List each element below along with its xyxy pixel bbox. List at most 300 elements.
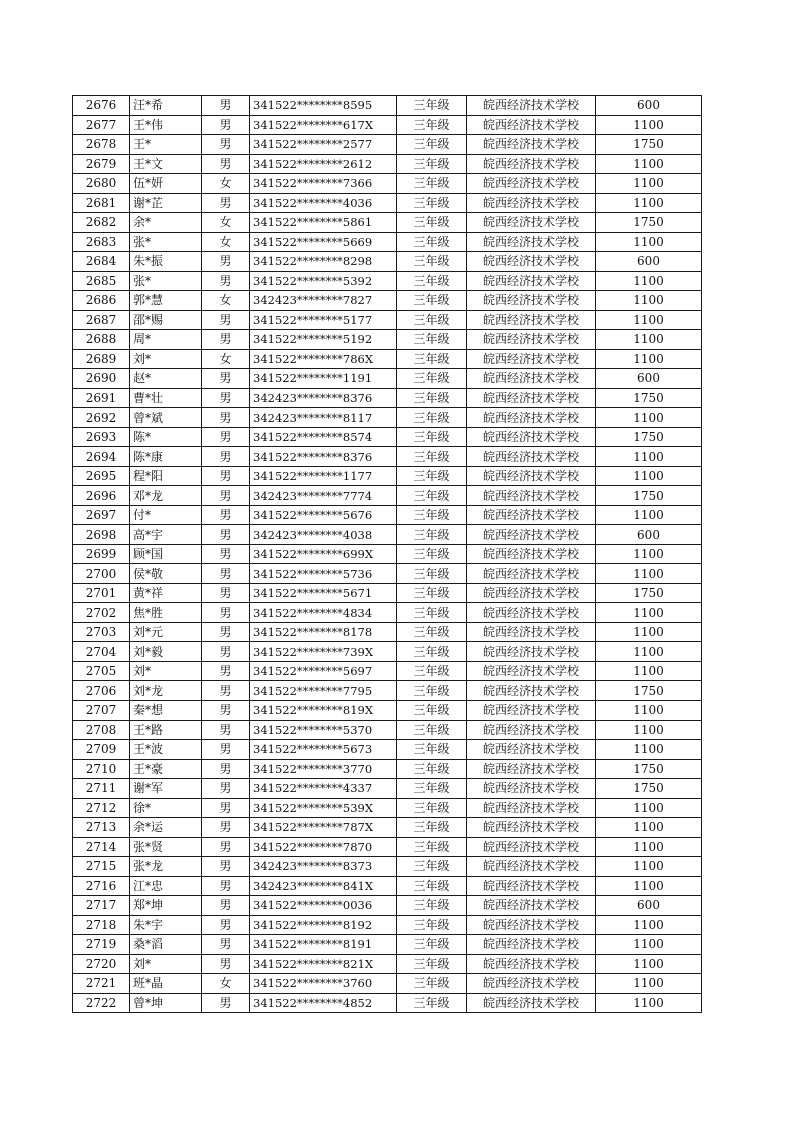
gender-cell: 男 [202,310,250,330]
id-number-cell: 341522********3770 [250,759,397,779]
grade-cell: 三年级 [397,544,467,564]
id-number-cell: 341522********819X [250,700,397,720]
school-cell: 皖西经济技术学校 [467,622,596,642]
amount-cell: 1100 [596,954,702,974]
name-cell: 郑*坤 [130,896,202,916]
grade-cell: 三年级 [397,935,467,955]
school-cell: 皖西经济技术学校 [467,798,596,818]
name-cell: 郭*慧 [130,291,202,311]
amount-cell: 1100 [596,154,702,174]
id-number-cell: 342423********8373 [250,857,397,877]
grade-cell: 三年级 [397,466,467,486]
row-number-cell: 2677 [73,115,130,135]
table-row [73,700,702,720]
table-row [73,544,702,564]
name-cell: 朱*振 [130,252,202,272]
row-number-cell: 2693 [73,427,130,447]
gender-cell: 女 [202,291,250,311]
row-number-cell: 2692 [73,408,130,428]
name-cell: 侯*敬 [130,564,202,584]
id-number-cell: 342423********7827 [250,291,397,311]
grade-cell: 三年级 [397,135,467,155]
row-number-cell: 2679 [73,154,130,174]
grade-cell: 三年级 [397,798,467,818]
row-number-cell: 2683 [73,232,130,252]
table-row [73,115,702,135]
amount-cell: 600 [596,252,702,272]
name-cell: 张* [130,232,202,252]
id-number-cell: 341522********0036 [250,896,397,916]
name-cell: 桑*滔 [130,935,202,955]
school-cell: 皖西经济技术学校 [467,935,596,955]
amount-cell: 1100 [596,349,702,369]
gender-cell: 男 [202,544,250,564]
id-number-cell: 341522********5192 [250,330,397,350]
grade-cell: 三年级 [397,232,467,252]
gender-cell: 男 [202,798,250,818]
table-row [73,310,702,330]
grade-cell: 三年级 [397,896,467,916]
grade-cell: 三年级 [397,837,467,857]
amount-cell: 1100 [596,837,702,857]
grade-cell: 三年级 [397,486,467,506]
name-cell: 余* [130,213,202,233]
gender-cell: 男 [202,954,250,974]
school-cell: 皖西经济技术学校 [467,740,596,760]
row-number-cell: 2707 [73,700,130,720]
grade-cell: 三年级 [397,349,467,369]
row-number-cell: 2709 [73,740,130,760]
id-number-cell: 341522********7870 [250,837,397,857]
row-number-cell: 2686 [73,291,130,311]
gender-cell: 男 [202,876,250,896]
name-cell: 付* [130,505,202,525]
row-number-cell: 2717 [73,896,130,916]
gender-cell: 男 [202,935,250,955]
table-row [73,427,702,447]
table-row [73,408,702,428]
row-number-cell: 2716 [73,876,130,896]
school-cell: 皖西经济技术学校 [467,583,596,603]
row-number-cell: 2698 [73,525,130,545]
grade-cell: 三年级 [397,583,467,603]
id-number-cell: 341522********5392 [250,271,397,291]
row-number-cell: 2715 [73,857,130,877]
name-cell: 高*宇 [130,525,202,545]
amount-cell: 1100 [596,115,702,135]
table-row [73,193,702,213]
name-cell: 徐* [130,798,202,818]
name-cell: 曾*坤 [130,993,202,1013]
table-row [73,681,702,701]
grade-cell: 三年级 [397,700,467,720]
name-cell: 张* [130,271,202,291]
name-cell: 王*伟 [130,115,202,135]
amount-cell: 600 [596,525,702,545]
grade-cell: 三年级 [397,252,467,272]
gender-cell: 男 [202,622,250,642]
id-number-cell: 341522********8298 [250,252,397,272]
grade-cell: 三年级 [397,915,467,935]
grade-cell: 三年级 [397,661,467,681]
table-row [73,876,702,896]
amount-cell: 600 [596,96,702,116]
gender-cell: 男 [202,369,250,389]
row-number-cell: 2688 [73,330,130,350]
row-number-cell: 2711 [73,779,130,799]
name-cell: 秦*想 [130,700,202,720]
table-row [73,447,702,467]
id-number-cell: 341522********8178 [250,622,397,642]
school-cell: 皖西经济技术学校 [467,876,596,896]
gender-cell: 男 [202,388,250,408]
table-row [73,583,702,603]
id-number-cell: 341522********5671 [250,583,397,603]
name-cell: 刘*毅 [130,642,202,662]
amount-cell: 1100 [596,661,702,681]
row-number-cell: 2701 [73,583,130,603]
row-number-cell: 2689 [73,349,130,369]
amount-cell: 600 [596,369,702,389]
school-cell: 皖西经济技术学校 [467,720,596,740]
table-row [73,974,702,994]
amount-cell: 1100 [596,622,702,642]
school-cell: 皖西经济技术学校 [467,154,596,174]
school-cell: 皖西经济技术学校 [467,642,596,662]
grade-cell: 三年级 [397,564,467,584]
gender-cell: 男 [202,700,250,720]
id-number-cell: 341522********699X [250,544,397,564]
name-cell: 刘*元 [130,622,202,642]
name-cell: 刘* [130,349,202,369]
amount-cell: 1750 [596,135,702,155]
school-cell: 皖西经济技术学校 [467,193,596,213]
grade-cell: 三年级 [397,154,467,174]
name-cell: 张*贤 [130,837,202,857]
row-number-cell: 2706 [73,681,130,701]
grade-cell: 三年级 [397,818,467,838]
table-row [73,915,702,935]
school-cell: 皖西经济技术学校 [467,603,596,623]
id-number-cell: 341522********1191 [250,369,397,389]
row-number-cell: 2685 [73,271,130,291]
student-subsidy-table [72,95,702,1013]
amount-cell: 1100 [596,505,702,525]
row-number-cell: 2712 [73,798,130,818]
table-row [73,174,702,194]
amount-cell: 1100 [596,330,702,350]
name-cell: 王*文 [130,154,202,174]
grade-cell: 三年级 [397,740,467,760]
gender-cell: 男 [202,603,250,623]
school-cell: 皖西经济技术学校 [467,369,596,389]
school-cell: 皖西经济技术学校 [467,213,596,233]
row-number-cell: 2680 [73,174,130,194]
gender-cell: 男 [202,564,250,584]
name-cell: 王*波 [130,740,202,760]
gender-cell: 男 [202,330,250,350]
table-row [73,213,702,233]
table-row [73,486,702,506]
school-cell: 皖西经济技术学校 [467,408,596,428]
grade-cell: 三年级 [397,954,467,974]
school-cell: 皖西经济技术学校 [467,115,596,135]
table-row [73,564,702,584]
table-row [73,154,702,174]
row-number-cell: 2700 [73,564,130,584]
table-row [73,252,702,272]
gender-cell: 女 [202,349,250,369]
id-number-cell: 341522********3760 [250,974,397,994]
gender-cell: 男 [202,408,250,428]
id-number-cell: 341522********7795 [250,681,397,701]
amount-cell: 1100 [596,642,702,662]
grade-cell: 三年级 [397,681,467,701]
amount-cell: 1100 [596,271,702,291]
grade-cell: 三年级 [397,603,467,623]
amount-cell: 1750 [596,583,702,603]
id-number-cell: 341522********5676 [250,505,397,525]
gender-cell: 男 [202,252,250,272]
amount-cell: 1100 [596,232,702,252]
name-cell: 赵* [130,369,202,389]
id-number-cell: 341522********617X [250,115,397,135]
id-number-cell: 341522********5697 [250,661,397,681]
school-cell: 皖西经济技术学校 [467,974,596,994]
gender-cell: 男 [202,466,250,486]
table-row [73,369,702,389]
row-number-cell: 2695 [73,466,130,486]
table-row [73,291,702,311]
amount-cell: 1100 [596,310,702,330]
id-number-cell: 341522********7366 [250,174,397,194]
gender-cell: 男 [202,193,250,213]
school-cell: 皖西经济技术学校 [467,232,596,252]
school-cell: 皖西经济技术学校 [467,681,596,701]
table-row [73,779,702,799]
gender-cell: 男 [202,96,250,116]
table-row [73,349,702,369]
grade-cell: 三年级 [397,525,467,545]
grade-cell: 三年级 [397,330,467,350]
table-row [73,837,702,857]
table-row [73,622,702,642]
school-cell: 皖西经济技术学校 [467,505,596,525]
gender-cell: 男 [202,857,250,877]
gender-cell: 男 [202,915,250,935]
id-number-cell: 341522********821X [250,954,397,974]
gender-cell: 女 [202,974,250,994]
school-cell: 皖西经济技术学校 [467,525,596,545]
school-cell: 皖西经济技术学校 [467,466,596,486]
gender-cell: 男 [202,720,250,740]
amount-cell: 1750 [596,779,702,799]
id-number-cell: 342423********4038 [250,525,397,545]
school-cell: 皖西经济技术学校 [467,779,596,799]
gender-cell: 女 [202,213,250,233]
name-cell: 江*忠 [130,876,202,896]
table-row [73,232,702,252]
school-cell: 皖西经济技术学校 [467,661,596,681]
amount-cell: 600 [596,896,702,916]
name-cell: 顾*国 [130,544,202,564]
id-number-cell: 341522********739X [250,642,397,662]
name-cell: 曹*壮 [130,388,202,408]
id-number-cell: 341522********8192 [250,915,397,935]
school-cell: 皖西经济技术学校 [467,993,596,1013]
gender-cell: 男 [202,583,250,603]
school-cell: 皖西经济技术学校 [467,252,596,272]
grade-cell: 三年级 [397,622,467,642]
name-cell: 黄*祥 [130,583,202,603]
gender-cell: 女 [202,232,250,252]
amount-cell: 1100 [596,700,702,720]
row-number-cell: 2722 [73,993,130,1013]
row-number-cell: 2704 [73,642,130,662]
amount-cell: 1100 [596,408,702,428]
row-number-cell: 2684 [73,252,130,272]
grade-cell: 三年级 [397,388,467,408]
id-number-cell: 341522********2577 [250,135,397,155]
school-cell: 皖西经济技术学校 [467,818,596,838]
gender-cell: 男 [202,661,250,681]
amount-cell: 1750 [596,486,702,506]
gender-cell: 男 [202,642,250,662]
gender-cell: 男 [202,135,250,155]
grade-cell: 三年级 [397,505,467,525]
name-cell: 程*阳 [130,466,202,486]
amount-cell: 1100 [596,291,702,311]
school-cell: 皖西经济技术学校 [467,759,596,779]
id-number-cell: 341522********5736 [250,564,397,584]
amount-cell: 1100 [596,818,702,838]
gender-cell: 男 [202,154,250,174]
row-number-cell: 2710 [73,759,130,779]
row-number-cell: 2719 [73,935,130,955]
grade-cell: 三年级 [397,193,467,213]
school-cell: 皖西经济技术学校 [467,96,596,116]
table-row [73,759,702,779]
school-cell: 皖西经济技术学校 [467,837,596,857]
gender-cell: 男 [202,896,250,916]
amount-cell: 1100 [596,798,702,818]
row-number-cell: 2697 [73,505,130,525]
amount-cell: 1750 [596,681,702,701]
gender-cell: 男 [202,993,250,1013]
school-cell: 皖西经济技术学校 [467,564,596,584]
grade-cell: 三年级 [397,857,467,877]
name-cell: 谢*芷 [130,193,202,213]
grade-cell: 三年级 [397,642,467,662]
table-row [73,330,702,350]
row-number-cell: 2713 [73,818,130,838]
school-cell: 皖西经济技术学校 [467,447,596,467]
gender-cell: 男 [202,427,250,447]
table-row [73,993,702,1013]
row-number-cell: 2682 [73,213,130,233]
name-cell: 王* [130,135,202,155]
table-body [73,96,702,1013]
amount-cell: 1100 [596,876,702,896]
school-cell: 皖西经济技术学校 [467,271,596,291]
gender-cell: 男 [202,779,250,799]
id-number-cell: 341522********4852 [250,993,397,1013]
id-number-cell: 341522********5673 [250,740,397,760]
school-cell: 皖西经济技术学校 [467,954,596,974]
name-cell: 张*龙 [130,857,202,877]
amount-cell: 1750 [596,213,702,233]
grade-cell: 三年级 [397,408,467,428]
row-number-cell: 2681 [73,193,130,213]
id-number-cell: 342423********8376 [250,388,397,408]
table-row [73,271,702,291]
amount-cell: 1100 [596,544,702,564]
name-cell: 陈*康 [130,447,202,467]
amount-cell: 1100 [596,466,702,486]
name-cell: 伍*妍 [130,174,202,194]
grade-cell: 三年级 [397,213,467,233]
amount-cell: 1100 [596,174,702,194]
name-cell: 余*运 [130,818,202,838]
grade-cell: 三年级 [397,310,467,330]
school-cell: 皖西经济技术学校 [467,310,596,330]
school-cell: 皖西经济技术学校 [467,427,596,447]
id-number-cell: 341522********2612 [250,154,397,174]
row-number-cell: 2714 [73,837,130,857]
grade-cell: 三年级 [397,974,467,994]
gender-cell: 男 [202,486,250,506]
row-number-cell: 2687 [73,310,130,330]
id-number-cell: 341522********5370 [250,720,397,740]
name-cell: 邓*龙 [130,486,202,506]
table-row [73,388,702,408]
id-number-cell: 341522********8376 [250,447,397,467]
grade-cell: 三年级 [397,759,467,779]
table-row [73,135,702,155]
grade-cell: 三年级 [397,174,467,194]
gender-cell: 男 [202,837,250,857]
row-number-cell: 2696 [73,486,130,506]
row-number-cell: 2676 [73,96,130,116]
id-number-cell: 342423********8117 [250,408,397,428]
name-cell: 朱*宇 [130,915,202,935]
row-number-cell: 2699 [73,544,130,564]
school-cell: 皖西经济技术学校 [467,544,596,564]
grade-cell: 三年级 [397,427,467,447]
id-number-cell: 341522********8191 [250,935,397,955]
amount-cell: 1100 [596,935,702,955]
school-cell: 皖西经济技术学校 [467,486,596,506]
school-cell: 皖西经济技术学校 [467,700,596,720]
row-number-cell: 2678 [73,135,130,155]
id-number-cell: 341522********5177 [250,310,397,330]
row-number-cell: 2720 [73,954,130,974]
row-number-cell: 2694 [73,447,130,467]
grade-cell: 三年级 [397,271,467,291]
grade-cell: 三年级 [397,720,467,740]
gender-cell: 男 [202,681,250,701]
amount-cell: 1750 [596,759,702,779]
table-row [73,935,702,955]
name-cell: 焦*胜 [130,603,202,623]
grade-cell: 三年级 [397,876,467,896]
amount-cell: 1100 [596,447,702,467]
amount-cell: 1100 [596,993,702,1013]
id-number-cell: 341522********4834 [250,603,397,623]
id-number-cell: 341522********539X [250,798,397,818]
table-row [73,96,702,116]
grade-cell: 三年级 [397,779,467,799]
